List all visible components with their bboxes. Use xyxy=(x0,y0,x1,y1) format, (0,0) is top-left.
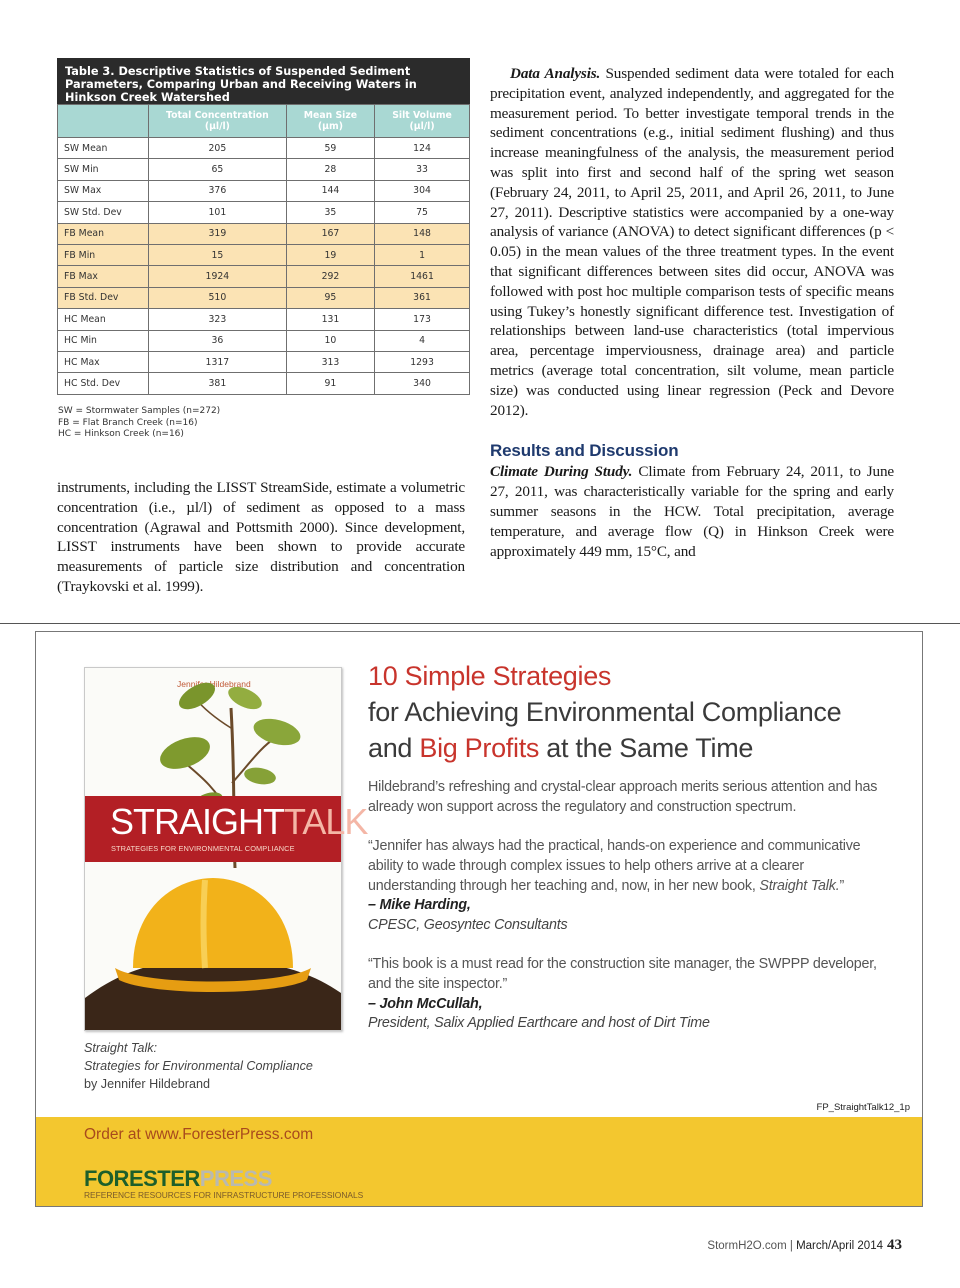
quote-affiliation: President, Salix Applied Earthcare and host of Dirt Time xyxy=(368,1015,710,1032)
cell: 101 xyxy=(149,202,287,223)
cover-title-word: TALK xyxy=(284,801,368,842)
row-label: SW Min xyxy=(58,159,149,180)
row-label: SW Max xyxy=(58,180,149,201)
table-row xyxy=(58,287,470,308)
cell: 148 xyxy=(375,223,470,244)
body-text: Climate from February 24, 2011, to June 27, 2011, was characteristically variable for the spring and early summer seasons in the HCW. Total precipitation, average temperature, and average flow (Q) in Hinkson Creek were approximately 449 mm, 15°C, and xyxy=(490,463,894,560)
cell: 33 xyxy=(375,159,470,180)
table-row xyxy=(58,373,470,394)
caption-author: by Jennifer Hildebrand xyxy=(84,1077,211,1091)
caption-title: Straight Talk: xyxy=(84,1041,158,1055)
table-notes xyxy=(58,406,220,441)
headline-part: and xyxy=(368,733,420,763)
cell: 361 xyxy=(375,287,470,308)
cell: 28 xyxy=(286,159,374,180)
logo-word: PRESS xyxy=(199,1166,272,1191)
ad-intro xyxy=(368,778,888,818)
cell: 124 xyxy=(375,138,470,159)
forester-press-logo xyxy=(84,1166,272,1192)
cell: 36 xyxy=(149,330,287,351)
table-note: HC = Hinkson Creek (n=16) xyxy=(58,429,184,440)
right-column xyxy=(490,64,894,561)
run-in-heading: Data Analysis. xyxy=(510,65,601,82)
cell: 376 xyxy=(149,180,287,201)
row-label: HC Mean xyxy=(58,309,149,330)
row-label: FB Mean xyxy=(58,223,149,244)
cell: 319 xyxy=(149,223,287,244)
cell: 1924 xyxy=(149,266,287,287)
footer-issue: March/April 2014 xyxy=(796,1240,883,1252)
cell: 292 xyxy=(286,266,374,287)
quote-close: ” xyxy=(839,877,845,894)
table-row xyxy=(58,180,470,201)
table-header-row xyxy=(58,105,470,138)
cell: 19 xyxy=(286,244,374,265)
table-row xyxy=(58,138,470,159)
stats-table xyxy=(57,104,470,395)
row-label: HC Std. Dev xyxy=(58,373,149,394)
run-in-heading: Climate During Study. xyxy=(490,463,633,481)
cover-author: Jennifer Hildebrand xyxy=(177,679,251,689)
cell: 131 xyxy=(286,309,374,330)
cell: 59 xyxy=(286,138,374,159)
ad-headline-1: 10 Simple Strategies xyxy=(368,661,612,691)
headline-part: at the Same Time xyxy=(539,733,754,763)
cell: 1317 xyxy=(149,351,287,372)
cell: 1293 xyxy=(375,351,470,372)
cover-title xyxy=(110,802,367,842)
table-row xyxy=(58,351,470,372)
table-row xyxy=(58,309,470,330)
row-label: SW Std. Dev xyxy=(58,202,149,223)
row-label: HC Max xyxy=(58,351,149,372)
ad-intro-text: Hildebrand’s refreshing and crystal-clear approach merits serious attention and has already won support across the regulatory and construction spectrum. xyxy=(368,779,878,815)
ad-code: FP_StraightTalk12_1p xyxy=(816,1102,910,1113)
cell: 95 xyxy=(286,287,374,308)
cell: 65 xyxy=(149,159,287,180)
quote-affiliation: CPESC, Geosyntec Consultants xyxy=(368,917,568,934)
row-label: FB Min xyxy=(58,244,149,265)
cell: 10 xyxy=(286,330,374,351)
cover-subtitle: STRATEGIES FOR ENVIRONMENTAL COMPLIANCE xyxy=(111,844,295,853)
order-link[interactable]: Order at www.ForesterPress.com xyxy=(84,1126,314,1143)
cell: 173 xyxy=(375,309,470,330)
table-row xyxy=(58,202,470,223)
table-row xyxy=(58,330,470,351)
book-cover xyxy=(84,667,368,1031)
table-row xyxy=(58,223,470,244)
table-title: Table 3. Descriptive Statistics of Suspended Sediment Parameters, Comparing Urban and Receiving Waters in Hinkson Creek Watershed xyxy=(57,58,470,104)
paragraph: instruments, including the LISST StreamSide, estimate a volumetric concentration (i.e., µl/l) of sediment as opposed to a mass concentration (Agrawal and Pottsmith 2000). Since development, LISST instruments have been shown to provide accurate measurements of particle size distribution and concentration (Traykovski et al. 1999). xyxy=(57,479,465,595)
row-label: FB Std. Dev xyxy=(58,287,149,308)
body-text: Suspended sediment data were totaled for each precipitation event, analyzed independently, and aggregated for the measurement period. To better investigate temporal trends in the sediment concentrations (e.g., initial sediment flushing) and thus increase meaningfulness of the analysis, the measurement period was split into first and second half of the spring wet season (February 24, 2011, to April 25, 2011, and April 26, 2011, to June 27, 2011). Descriptive statistics were accompanied by a one-way analysis of variance (ANOVA) to detect significant differences (p < 0.05) in the mean values of the three treatment types. In the event that significant differences between sites did occur, ANOVA was followed with post hoc multiple comparison tests of specific means using Tukey’s honestly significant difference test. Investigation of relationships between land-use characteristics (total impervious area, percentage imperviousness, drainage area) and particle metrics (average total concentration, silt volume, mean particle size) was conducted using linear regression (Peck and Devore 2012). xyxy=(490,65,894,419)
cell: 4 xyxy=(375,330,470,351)
testimonial-1 xyxy=(368,837,888,936)
divider xyxy=(0,623,960,624)
cell: 1461 xyxy=(375,266,470,287)
cell: 313 xyxy=(286,351,374,372)
headline-highlight: Big Profits xyxy=(419,733,540,763)
ad-headline-2: for Achieving Environmental Compliance xyxy=(368,697,842,727)
cell: 1 xyxy=(375,244,470,265)
cell: 510 xyxy=(149,287,287,308)
footer-separator: | xyxy=(786,1240,797,1252)
paragraph xyxy=(490,462,894,561)
quote-author: – John McCullah, xyxy=(368,995,483,1012)
cell: 323 xyxy=(149,309,287,330)
left-column-text xyxy=(57,478,465,597)
cell: 144 xyxy=(286,180,374,201)
cover-title-word: STRAIGHT xyxy=(110,801,285,842)
header-cell: Silt Volume (µl/l) xyxy=(375,105,470,138)
paragraph xyxy=(490,64,894,420)
table-row xyxy=(58,244,470,265)
cell: 75 xyxy=(375,202,470,223)
row-label: SW Mean xyxy=(58,138,149,159)
cell: 91 xyxy=(286,373,374,394)
footer-site: StormH2O.com xyxy=(707,1240,787,1252)
logo-tagline: REFERENCE RESOURCES FOR INFRASTRUCTURE PROFESSIONALS xyxy=(84,1190,364,1200)
row-label: FB Max xyxy=(58,266,149,287)
table-row xyxy=(58,159,470,180)
book-advertisement xyxy=(35,631,923,1207)
table-note: FB = Flat Branch Creek (n=16) xyxy=(58,417,198,428)
book-caption xyxy=(84,1039,313,1093)
page-footer xyxy=(707,1237,902,1254)
table-note: SW = Stormwater Samples (n=272) xyxy=(58,406,221,416)
header-cell: Total Concentration (µl/l) xyxy=(149,105,287,138)
quote-text xyxy=(368,837,888,896)
header-cell xyxy=(58,105,149,138)
cell: 340 xyxy=(375,373,470,394)
cell: 167 xyxy=(286,223,374,244)
page-number: 43 xyxy=(887,1237,902,1253)
cell: 381 xyxy=(149,373,287,394)
cell: 304 xyxy=(375,180,470,201)
logo-word: FORESTER xyxy=(84,1166,200,1191)
cell: 35 xyxy=(286,202,374,223)
table-row xyxy=(58,266,470,287)
section-heading: Results and Discussion xyxy=(490,441,679,461)
data-table xyxy=(57,58,470,395)
row-label: HC Min xyxy=(58,330,149,351)
quote-book: Straight Talk. xyxy=(759,877,840,894)
cell: 15 xyxy=(149,244,287,265)
testimonial-2 xyxy=(368,955,888,1034)
quote-text: “This book is a must read for the construction site manager, the SWPPP developer, and the site inspector.” xyxy=(368,956,877,992)
cell: 205 xyxy=(149,138,287,159)
ad-headline-3 xyxy=(368,731,753,766)
caption-subtitle: Strategies for Environmental Compliance xyxy=(84,1059,313,1073)
quote-body: “Jennifer has always had the practical, hands-on experience and communicative ability to wade through complex issues to help others arrive at a clearer understanding through her teaching and, now, in her new book, xyxy=(368,838,861,894)
header-cell: Mean Size (µm) xyxy=(286,105,374,138)
quote-author: – Mike Harding, xyxy=(368,897,471,914)
